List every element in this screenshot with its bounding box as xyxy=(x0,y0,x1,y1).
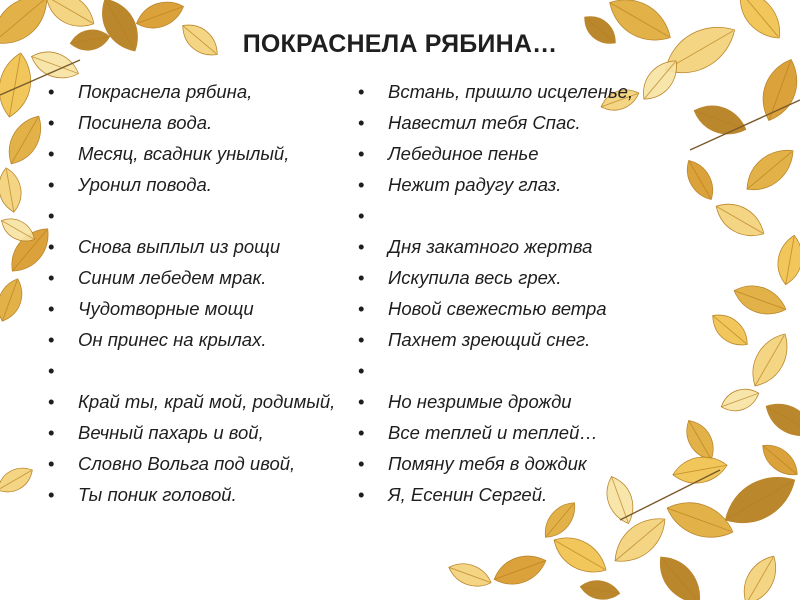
leaf-icon xyxy=(547,528,612,581)
poem-line: • Навестил тебя Спас. xyxy=(358,107,633,138)
poem-line: • Дня закатного жертва xyxy=(358,231,633,262)
poem-line: • Помяну тебя в дождик xyxy=(358,448,633,479)
leaf-icon xyxy=(0,275,28,325)
poem-line: • Ты поник головой. xyxy=(48,479,335,510)
poem-line: • Синим лебедем мрак. xyxy=(48,262,335,293)
leaf-icon xyxy=(760,395,800,444)
leaf-icon xyxy=(445,558,494,592)
poem-line: • Новой свежестью ветра xyxy=(358,293,633,324)
poem-line: • Он принес на крылах. xyxy=(48,324,335,355)
poem-column-left xyxy=(48,76,335,510)
leaf-icon xyxy=(706,307,754,353)
leaf-icon xyxy=(735,550,784,600)
leaf-icon xyxy=(0,110,49,170)
poem-line: • Вечный пахарь и вой, xyxy=(48,417,335,448)
poem-line: • Встань, пришло исцеленье, xyxy=(358,76,633,107)
poem-title: ПОКРАСНЕЛА РЯБИНА… xyxy=(242,30,558,58)
poem-line-blank xyxy=(48,200,335,231)
poem-line: • Искупила весь грех. xyxy=(358,262,633,293)
poem-line: • Нежит радугу глаз. xyxy=(358,169,633,200)
leaf-icon xyxy=(718,384,762,416)
leaf-icon xyxy=(0,461,37,498)
poem-line: • Покраснела рябина, xyxy=(48,76,335,107)
leaf-icon xyxy=(0,166,25,214)
poem-line: • Снова выплыл из рощи xyxy=(48,231,335,262)
poem-line-blank xyxy=(358,355,633,386)
leaf-icon xyxy=(579,578,622,600)
leaf-icon xyxy=(680,156,720,205)
poem-line-blank xyxy=(358,200,633,231)
poem-line: • Пахнет зреющий снег. xyxy=(358,324,633,355)
leaf-icon xyxy=(650,548,709,600)
leaf-icon xyxy=(490,549,550,592)
poem-line: • Лебединое пенье xyxy=(358,138,633,169)
leaf-icon xyxy=(738,140,800,199)
poem-line: • Посинела вода. xyxy=(48,107,335,138)
poem-line: • Но незримые дрожди xyxy=(358,386,633,417)
poem-line: • Край ты, край мой, родимый, xyxy=(48,386,335,417)
leaf-icon xyxy=(730,279,790,322)
leaf-icon xyxy=(671,453,730,487)
poem-column-right xyxy=(358,76,633,510)
leaf-icon xyxy=(690,99,750,142)
leaf-icon xyxy=(756,438,800,482)
poem-line: • Чудотворные мощи xyxy=(48,293,335,324)
poem-line: • Я, Есенин Сергей. xyxy=(358,479,633,510)
poem-line: • Месяц, всадник унылый, xyxy=(48,138,335,169)
leaf-icon xyxy=(710,195,770,244)
leaf-icon xyxy=(743,327,796,392)
poem-line: • Все теплей и теплей… xyxy=(358,417,633,448)
leaf-icon xyxy=(774,233,800,286)
poem-line: • Словно Вольга под ивой, xyxy=(48,448,335,479)
poem-line-blank xyxy=(48,355,335,386)
leaf-icon xyxy=(0,50,36,119)
poem-line: • Уронил повода. xyxy=(48,169,335,200)
leaf-icon xyxy=(754,54,800,126)
